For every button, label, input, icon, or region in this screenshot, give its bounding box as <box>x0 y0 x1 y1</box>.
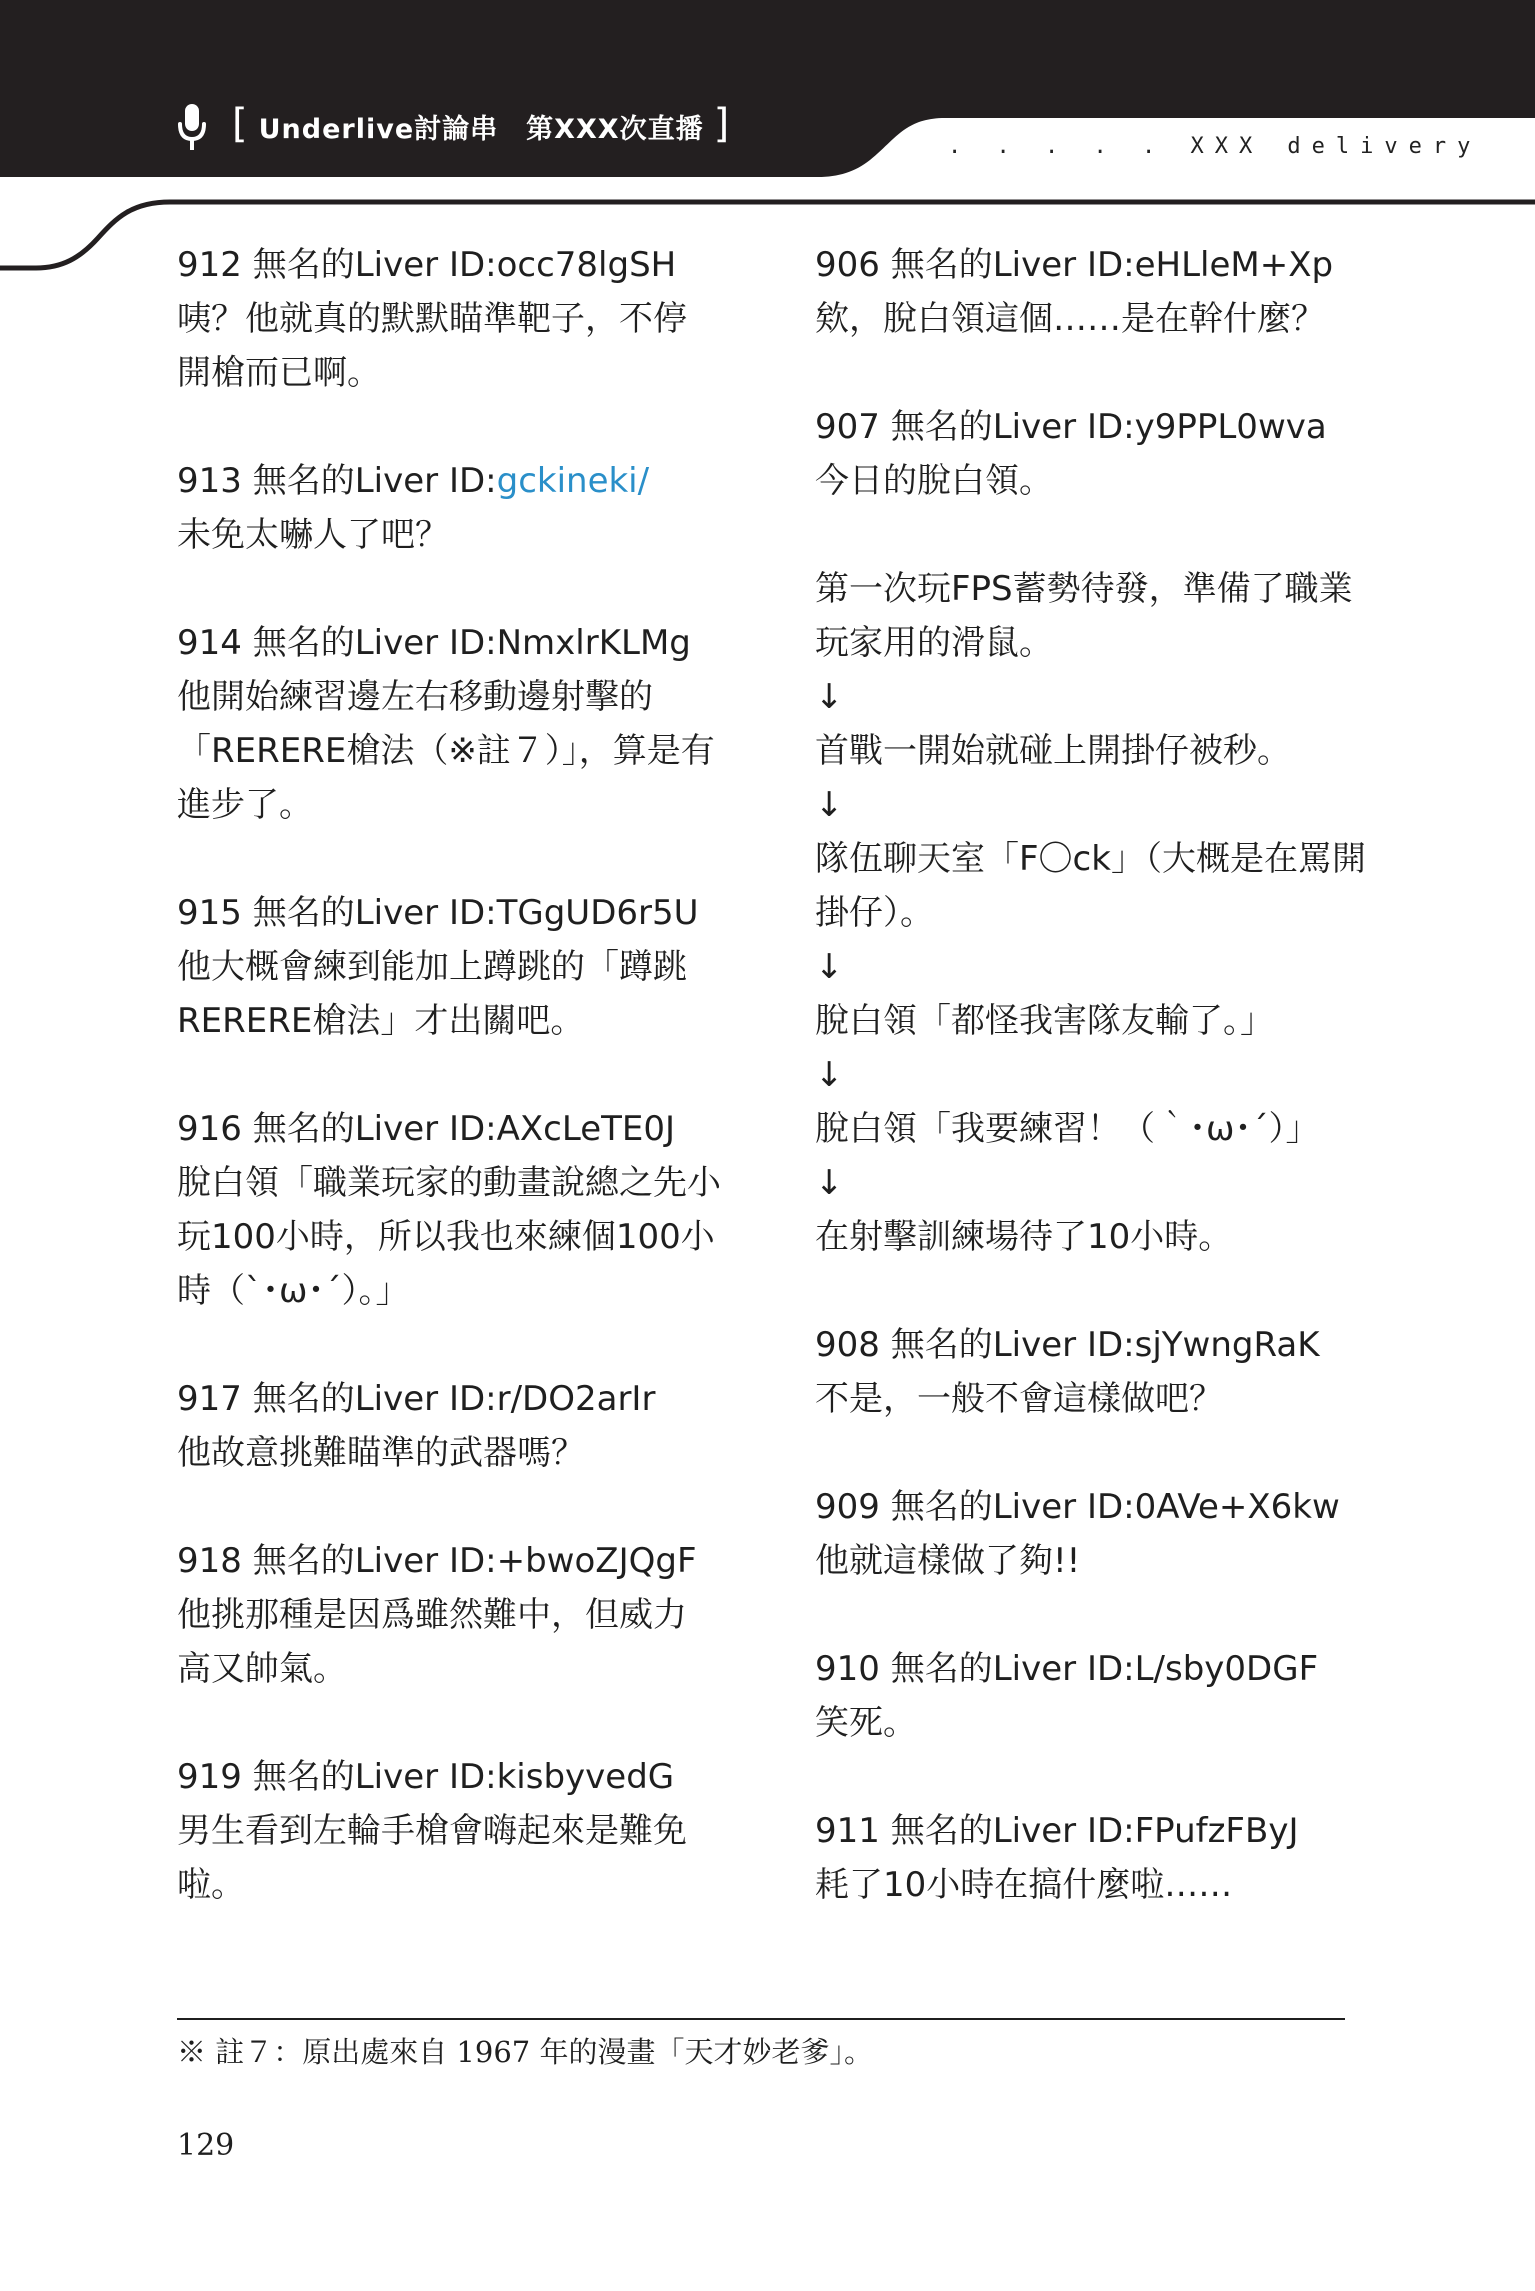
post-text-line: 他故意挑難瞄準的武器嗎？ <box>177 1433 585 1473</box>
id-label: ID: <box>448 623 497 663</box>
post-number: 912 <box>177 245 242 285</box>
post-text-line: 開槍而已啊。 <box>177 353 381 393</box>
post <box>177 238 717 400</box>
right-bracket: ] <box>713 101 731 147</box>
arrow-down-icon: ↓ <box>815 785 844 825</box>
poster-id: FPufzFByJ <box>1134 1811 1299 1851</box>
post-number: 907 <box>815 407 880 447</box>
post-number: 906 <box>815 245 880 285</box>
poster-name: 無名的Liver <box>890 1811 1077 1851</box>
microphone-icon <box>177 104 207 152</box>
post <box>177 1750 717 1912</box>
id-label: ID: <box>448 461 497 501</box>
poster-name: 無名的Liver <box>252 1379 439 1419</box>
post-text-line: 他挑那種是因爲雖然難中，但威力 <box>177 1595 687 1635</box>
post-header <box>177 1372 717 1426</box>
poster-id: 0AVe+X6kw <box>1134 1487 1340 1527</box>
id-label: ID: <box>448 245 497 285</box>
post-number: 909 <box>815 1487 880 1527</box>
right-column <box>815 238 1366 1966</box>
post-text-line: 他大概會練到能加上蹲跳的「蹲跳 <box>177 947 687 987</box>
post-text-line: 笑死。 <box>815 1703 917 1743</box>
post-text-line: 時（`･ω･´）。」 <box>177 1271 410 1311</box>
post-number: 913 <box>177 461 242 501</box>
left-bracket: [ <box>232 101 249 147</box>
post-text-line <box>815 508 1355 562</box>
post-text-line: 隊伍聊天室「F〇ck」（大概是在罵開 <box>815 839 1366 879</box>
post-number: 919 <box>177 1757 242 1797</box>
post-text-line: 在射擊訓練場待了10小時。 <box>815 1217 1233 1257</box>
post-text-line: 高又帥氣。 <box>177 1649 347 1689</box>
poster-id: y9PPL0wva <box>1134 407 1327 447</box>
post-header <box>177 1750 717 1804</box>
post-text-line: 首戰一開始就碰上開掛仔被秒。 <box>815 731 1291 771</box>
poster-name: 無名的Liver <box>890 1649 1077 1689</box>
arrow-down-icon: ↓ <box>815 947 844 987</box>
post-header <box>815 1642 1355 1696</box>
poster-id: AXcLeTE0J <box>496 1109 676 1149</box>
post-number: 915 <box>177 893 242 933</box>
post-number: 910 <box>815 1649 880 1689</box>
post-text-line: 玩100小時，所以我也來練個100小 <box>177 1217 715 1257</box>
delivery-tag: . . . . . XXX delivery <box>948 134 1482 159</box>
poster-id: eHLleM+Xp <box>1134 245 1334 285</box>
id-label: ID: <box>1086 1811 1135 1851</box>
arrow-down-icon: ↓ <box>815 1055 844 1095</box>
post-text-line: 他開始練習邊左右移動邊射擊的 <box>177 677 653 717</box>
post-text-line: 脫白領「都怪我害隊友輸了。」 <box>815 1001 1274 1041</box>
post-text-line: 進步了。 <box>177 785 313 825</box>
post <box>177 1102 721 1318</box>
arrow-down-icon: ↓ <box>815 1163 844 1203</box>
post <box>815 400 1366 1264</box>
post <box>177 454 717 562</box>
post <box>815 1480 1355 1588</box>
poster-name: 無名的Liver <box>890 245 1077 285</box>
poster-name: 無名的Liver <box>252 461 439 501</box>
poster-id: r/DO2arIr <box>496 1379 656 1419</box>
footnote: ※ 註７：原出處來自 1967 年的漫畫「天才妙老爹」。 <box>177 2035 873 2069</box>
post-text-line: 玩家用的滑鼠。 <box>815 623 1053 663</box>
poster-id: L/sby0DGF <box>1134 1649 1319 1689</box>
post-text-line: 啦。 <box>177 1865 245 1905</box>
poster-name: 無名的Liver <box>252 623 439 663</box>
id-label: ID: <box>448 1757 497 1797</box>
post-text-line: 男生看到左輪手槍會嗨起來是難免 <box>177 1811 687 1851</box>
post-text-line: 不是，一般不會這樣做吧？ <box>815 1379 1223 1419</box>
post-header <box>177 238 717 292</box>
post-text-line: 未免太嚇人了吧？ <box>177 515 449 555</box>
id-label: ID: <box>1086 245 1135 285</box>
post <box>815 1642 1355 1750</box>
left-column <box>177 238 721 1966</box>
poster-name: 無名的Liver <box>252 1541 439 1581</box>
poster-name: 無名的Liver <box>890 407 1077 447</box>
poster-name: 無名的Liver <box>890 1487 1077 1527</box>
post-text-line: 耗了10小時在搞什麼啦…… <box>815 1865 1233 1905</box>
post-text-line: 咦？他就真的默默瞄準靶子，不停 <box>177 299 687 339</box>
post <box>815 1318 1355 1426</box>
id-label: ID: <box>448 1541 497 1581</box>
poster-id: kisbyvedG <box>496 1757 675 1797</box>
post <box>177 1534 717 1696</box>
post-header <box>177 616 717 670</box>
post-header <box>177 886 717 940</box>
thread-title: Underlive討論串 <box>258 113 499 145</box>
post-number: 916 <box>177 1109 242 1149</box>
post-header <box>815 1804 1355 1858</box>
poster-name: 無名的Liver <box>252 893 439 933</box>
page-number: 129 <box>177 2128 235 2163</box>
post-text-line: 今日的脫白領。 <box>815 461 1053 501</box>
poster-name: 無名的Liver <box>890 1325 1077 1365</box>
poster-id: gckineki/ <box>496 461 650 501</box>
id-label: ID: <box>448 1109 497 1149</box>
post-header <box>815 1318 1355 1372</box>
post-text-line: 掛仔）。 <box>815 893 934 933</box>
post-number: 908 <box>815 1325 880 1365</box>
post <box>177 886 717 1048</box>
post <box>815 1804 1355 1912</box>
post-header <box>177 1102 717 1156</box>
episode-label: 第XXX次直播 <box>526 113 704 145</box>
id-label: ID: <box>448 893 497 933</box>
post <box>177 1372 717 1480</box>
poster-id: +bwoZJQgF <box>496 1541 697 1581</box>
post-text-line: RERERE槍法」才出關吧。 <box>177 1001 585 1041</box>
post-header <box>815 400 1355 454</box>
post-header <box>177 454 717 508</box>
poster-name: 無名的Liver <box>252 1757 439 1797</box>
post-number: 911 <box>815 1811 880 1851</box>
poster-id: TGgUD6r5U <box>496 893 699 933</box>
post-number: 918 <box>177 1541 242 1581</box>
post-text-line: 第一次玩FPS蓄勢待發，準備了職業 <box>815 569 1353 609</box>
post <box>177 616 717 832</box>
id-label: ID: <box>1086 1487 1135 1527</box>
post-number: 917 <box>177 1379 242 1419</box>
poster-id: sjYwngRaK <box>1134 1325 1320 1365</box>
post-text-line: 脫白領「職業玩家的動畫說總之先小 <box>177 1163 721 1203</box>
footnote-divider <box>177 2018 1345 2020</box>
post-text-line: 脫白領「我要練習！（｀･ω･´）」 <box>815 1109 1320 1149</box>
id-label: ID: <box>1086 407 1135 447</box>
header-title <box>222 100 740 152</box>
id-label: ID: <box>1086 1649 1135 1689</box>
poster-id: NmxlrKLMg <box>496 623 691 663</box>
post-text-line: 欸，脫白領這個……是在幹什麼？ <box>815 299 1325 339</box>
post-header <box>815 1480 1355 1534</box>
post-header <box>177 1534 717 1588</box>
post <box>815 238 1355 346</box>
post-header <box>815 238 1355 292</box>
post-text-line: 他就這樣做了夠!! <box>815 1541 1081 1581</box>
poster-name: 無名的Liver <box>252 245 439 285</box>
post-number: 914 <box>177 623 242 663</box>
id-label: ID: <box>448 1379 497 1419</box>
poster-id: occ78lgSH <box>496 245 677 285</box>
id-label: ID: <box>1086 1325 1135 1365</box>
post-text-line: 「RERERE槍法（※註７）」，算是有 <box>177 731 715 771</box>
poster-name: 無名的Liver <box>252 1109 439 1149</box>
arrow-down-icon: ↓ <box>815 677 844 717</box>
